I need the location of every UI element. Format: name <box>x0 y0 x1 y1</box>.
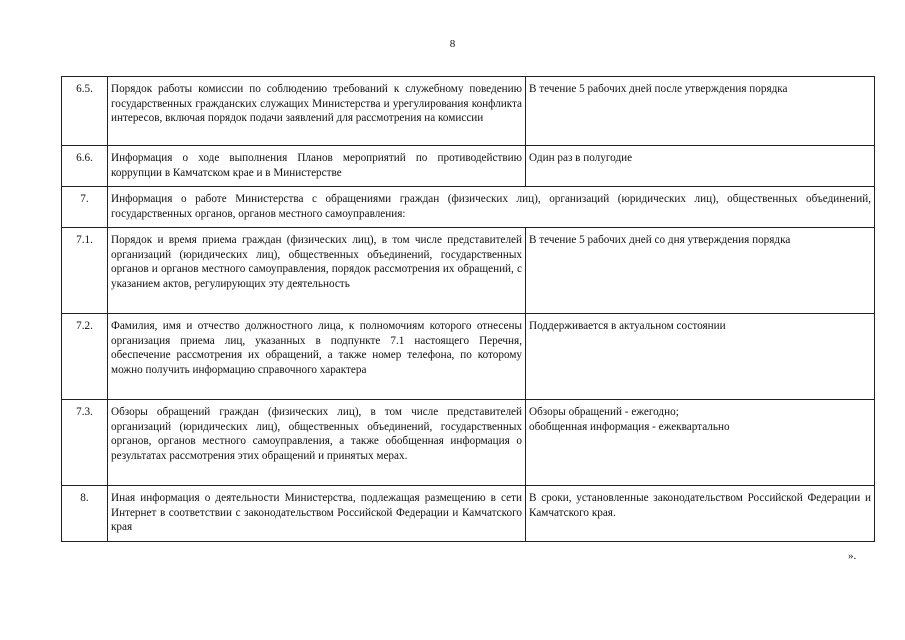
row-description: Порядок и время приема граждан (физических лиц), в том числе представителей организаций (юридических лиц), общественных объединений, государственных органов и органов местного самоуправления, порядок рассмотрения их обращений, с указанием актов, регулирующих эту деятельность <box>108 228 526 314</box>
table-row-section <box>62 187 875 228</box>
row-section-description: Информация о работе Министерства с обращениями граждан (физических лиц), организаций (юридических лиц), общественных объединений, государственных органов, органов местного самоуправления: <box>108 187 875 228</box>
closing-quote-mark: ». <box>848 550 857 562</box>
row-description: Обзоры обращений граждан (физических лиц), в том числе представителей организаций (юридических лиц), общественных объединений, государственных органов, органов местного самоуправления, а также обобщенная информация о результатах рассмотрения этих обращений и принятых мерах. <box>108 400 526 486</box>
row-number: 6.6. <box>62 146 108 187</box>
row-description: Информация о ходе выполнения Планов мероприятий по противодействию коррупции в Камчатском крае и в Министерстве <box>108 146 526 187</box>
row-term: В течение 5 рабочих дней со дня утверждения порядка <box>526 228 875 314</box>
information-list-table <box>61 76 875 542</box>
row-number: 8. <box>62 486 108 542</box>
row-number: 7.1. <box>62 228 108 314</box>
table-row <box>62 314 875 400</box>
row-number: 7.2. <box>62 314 108 400</box>
row-term: В течение 5 рабочих дней после утверждения порядка <box>526 77 875 146</box>
row-term: Обзоры обращений - ежегодно; <box>529 406 679 418</box>
table-row <box>62 77 875 146</box>
row-term: В сроки, установленные законодательством Российской Федерации и Камчатского края. <box>526 486 875 542</box>
table-row <box>62 486 875 542</box>
row-number: 7. <box>62 187 108 228</box>
page-number: 8 <box>449 38 456 50</box>
table-row <box>62 146 875 187</box>
table-row <box>62 400 875 486</box>
row-term-secondary: обобщенная информация - ежеквартально <box>529 420 730 433</box>
row-term: Поддерживается в актуальном состоянии <box>526 314 875 400</box>
row-description: Фамилия, имя и отчество должностного лица, к полномочиям которого отнесены организация приема лиц, указанных в подпункте 7.1 настоящего Перечня, обеспечение рассмотрения их обращений, а также номер телефона, по которому можно получить информацию справочного характера <box>108 314 526 400</box>
row-description: Иная информация о деятельности Министерства, подлежащая размещению в сети Интернет в соответствии с законодательством Российской Федерации и Камчатского края <box>108 486 526 542</box>
row-term-cell <box>526 400 875 486</box>
row-number: 7.3. <box>62 400 108 486</box>
row-number: 6.5. <box>62 77 108 146</box>
row-description: Порядок работы комиссии по соблюдению требований к служебному поведению государственных гражданских служащих Министерства и урегулирования конфликта интересов, включая порядок подачи заявлений для рассмотрения на комиссии <box>108 77 526 146</box>
table-row <box>62 228 875 314</box>
row-term: Один раз в полугодие <box>526 146 875 187</box>
